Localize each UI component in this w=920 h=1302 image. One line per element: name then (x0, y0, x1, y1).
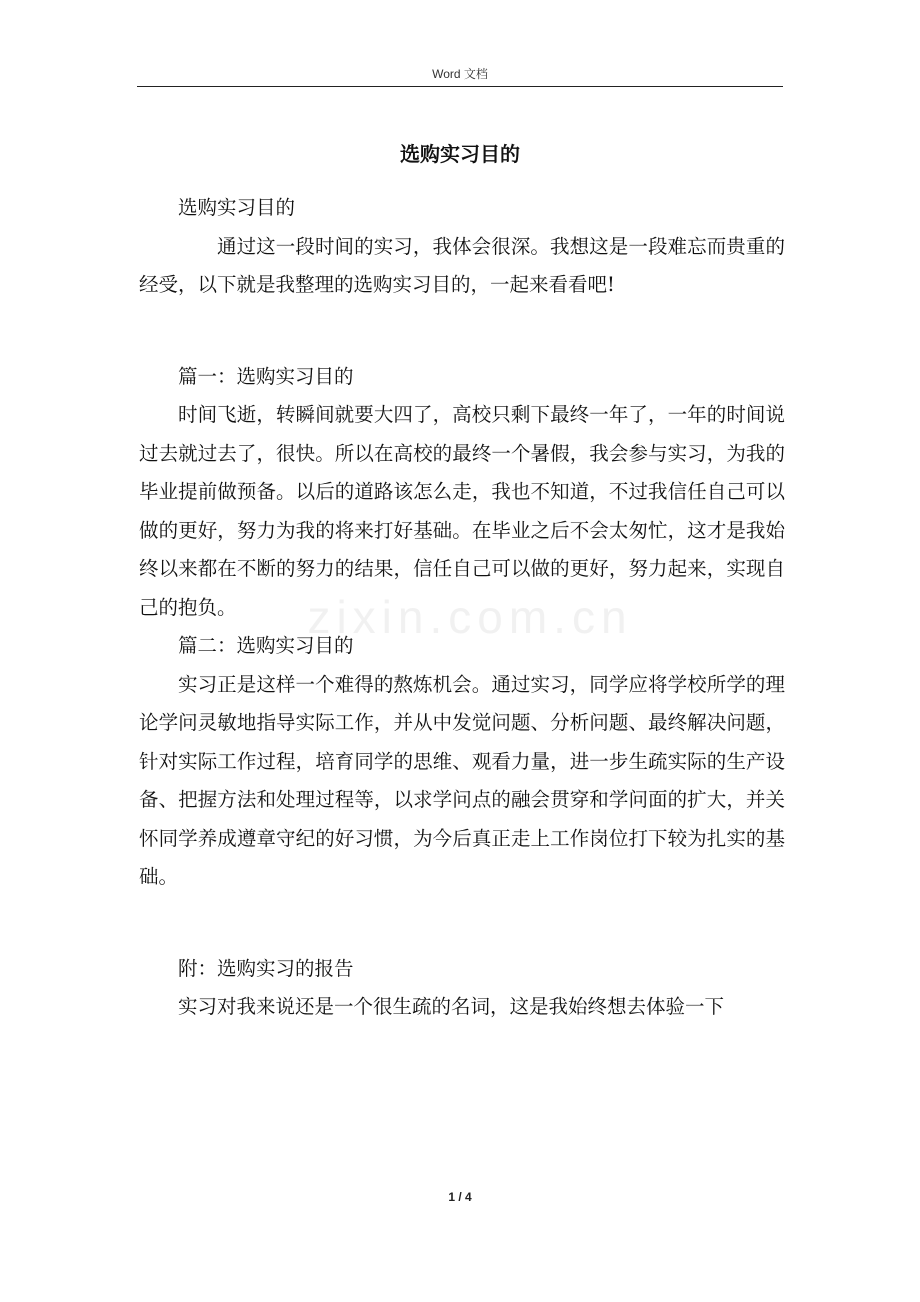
document-subtitle: 选购实习目的 (178, 196, 296, 219)
document-title: 选购实习目的 (400, 142, 520, 166)
section-1-paragraph: 时间飞逝，转瞬间就要大四了，高校只剩下最终一年了，一年的时间说过去就过去了，很快。所以在高校的最终一个暑假，我会参与实习，为我的毕业提前做预备。以后的道路该怎么走，我也不知道，不过我信任自己可以做的更好，努力为我的将来打好基础。在毕业之后不会太匆忙，这才是我始终以来都在不断的努力的结果，信任自己可以做的更好，努力起来，实现自己的抱负。 (139, 403, 785, 619)
page-footer (137, 1190, 783, 1204)
appendix-paragraph: 实习对我来说还是一个很生疏的名词，这是我始终想去体验一下 (178, 995, 725, 1018)
header-label: Word 文档 (432, 67, 488, 81)
paragraph-spacer (139, 305, 785, 358)
watermark: zixin.com.cn (307, 591, 633, 643)
section-2-paragraph: 实习正是这样一个难得的熬炼机会。通过实习，同学应将学校所学的理论学问灵敏地指导实际工作，并从中发觉问题、分析问题、最终解决问题，针对实际工作过程，培育同学的思维、观看力量，进一步生疏实际的生产设备、把握方法和处理过程等，以求学问点的融会贯穿和学问面的扩大，并关怀同学养成遵章守纪的好习惯，为今后真正走上工作岗位打下较为扎实的基础。 (139, 672, 785, 888)
section-1-heading: 篇一：选购实习目的 (178, 364, 354, 388)
page-header (137, 64, 783, 87)
document-body (139, 189, 785, 1027)
appendix-heading: 附：选购实习的报告 (178, 956, 354, 980)
paragraph-spacer (139, 897, 785, 950)
section-2-heading: 篇二：选购实习目的 (178, 634, 354, 657)
intro-paragraph: 通过这一段时间的实习，我体会很深。我想这是一段难忘而贵重的经受，以下就是我整理的选购实习目的，一起来看看吧! (139, 234, 785, 296)
page-number: 1 / 4 (448, 1190, 472, 1204)
